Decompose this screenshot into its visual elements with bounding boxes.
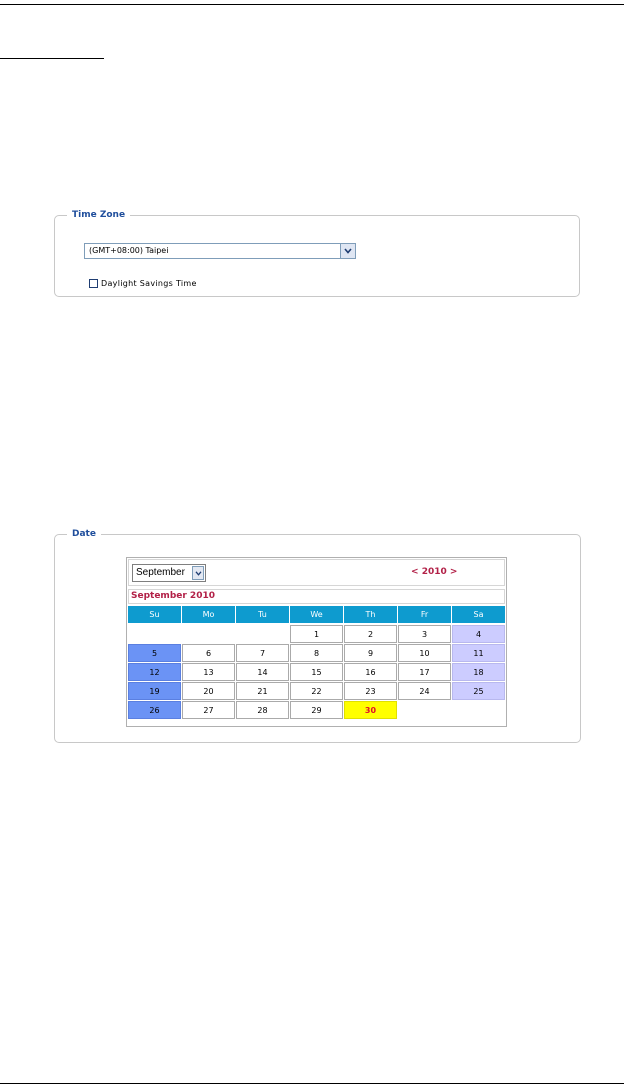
- weekday-header: Mo: [182, 606, 235, 623]
- empty-cell: [236, 625, 289, 643]
- empty-cell: [452, 701, 505, 719]
- time-zone-value: (GMT+08:00) Taipei: [89, 246, 169, 255]
- bottom-rule: [0, 1083, 624, 1084]
- time-zone-legend: Time Zone: [72, 210, 126, 220]
- day-cell[interactable]: 26: [128, 701, 181, 719]
- day-cell[interactable]: 29: [290, 701, 343, 719]
- next-year-button[interactable]: >: [449, 567, 458, 577]
- day-cell[interactable]: 1: [290, 625, 343, 643]
- day-cell[interactable]: 18: [452, 663, 505, 681]
- day-cell[interactable]: 15: [290, 663, 343, 681]
- day-cell[interactable]: 5: [128, 644, 181, 662]
- year-label: 2010: [421, 567, 447, 577]
- day-cell[interactable]: 10: [398, 644, 451, 662]
- day-cell[interactable]: 17: [398, 663, 451, 681]
- prev-year-button[interactable]: <: [411, 567, 419, 577]
- day-cell[interactable]: 19: [128, 682, 181, 700]
- day-cell[interactable]: 12: [128, 663, 181, 681]
- day-cell[interactable]: 24: [398, 682, 451, 700]
- month-title-row: [128, 589, 505, 604]
- day-cell[interactable]: 6: [182, 644, 235, 662]
- day-cell[interactable]: 23: [344, 682, 397, 700]
- top-rule: [0, 4, 624, 5]
- month-select[interactable]: [132, 564, 206, 582]
- day-cell[interactable]: 21: [236, 682, 289, 700]
- day-cell[interactable]: 9: [344, 644, 397, 662]
- calendar: [126, 557, 507, 727]
- dst-row: [89, 277, 197, 289]
- empty-cell: [398, 701, 451, 719]
- day-cell[interactable]: 4: [452, 625, 505, 643]
- weekday-header: Tu: [236, 606, 289, 623]
- day-cell[interactable]: 27: [182, 701, 235, 719]
- month-title: September 2010: [131, 591, 215, 601]
- weekday-header: Th: [344, 606, 397, 623]
- day-cell[interactable]: 25: [452, 682, 505, 700]
- time-zone-panel: [54, 210, 580, 297]
- day-cell[interactable]: 8: [290, 644, 343, 662]
- time-zone-select[interactable]: [84, 243, 356, 259]
- year-nav: [411, 567, 457, 577]
- empty-cell: [182, 625, 235, 643]
- chevron-down-icon[interactable]: [340, 244, 355, 258]
- month-select-value: September: [136, 567, 185, 578]
- day-cell[interactable]: 13: [182, 663, 235, 681]
- day-cell[interactable]: 14: [236, 663, 289, 681]
- date-legend: Date: [72, 529, 96, 539]
- day-cell[interactable]: 28: [236, 701, 289, 719]
- dst-label: Daylight Savings Time: [101, 278, 197, 288]
- date-panel: [54, 529, 581, 743]
- chevron-down-icon[interactable]: [192, 566, 204, 580]
- day-cell[interactable]: 11: [452, 644, 505, 662]
- weekday-header: Fr: [398, 606, 451, 623]
- day-cell[interactable]: 2: [344, 625, 397, 643]
- dst-checkbox[interactable]: [89, 279, 98, 288]
- weekday-header: Su: [128, 606, 181, 623]
- weekday-header: We: [290, 606, 343, 623]
- day-cell[interactable]: 7: [236, 644, 289, 662]
- calendar-grid: [128, 606, 506, 719]
- empty-cell: [128, 625, 181, 643]
- day-cell[interactable]: 20: [182, 682, 235, 700]
- weekday-header: Sa: [452, 606, 505, 623]
- day-cell[interactable]: 3: [398, 625, 451, 643]
- day-cell[interactable]: 22: [290, 682, 343, 700]
- calendar-header: [128, 559, 505, 586]
- selected-day-cell[interactable]: 30: [344, 701, 397, 719]
- day-cell[interactable]: 16: [344, 663, 397, 681]
- section-underline: [0, 58, 104, 59]
